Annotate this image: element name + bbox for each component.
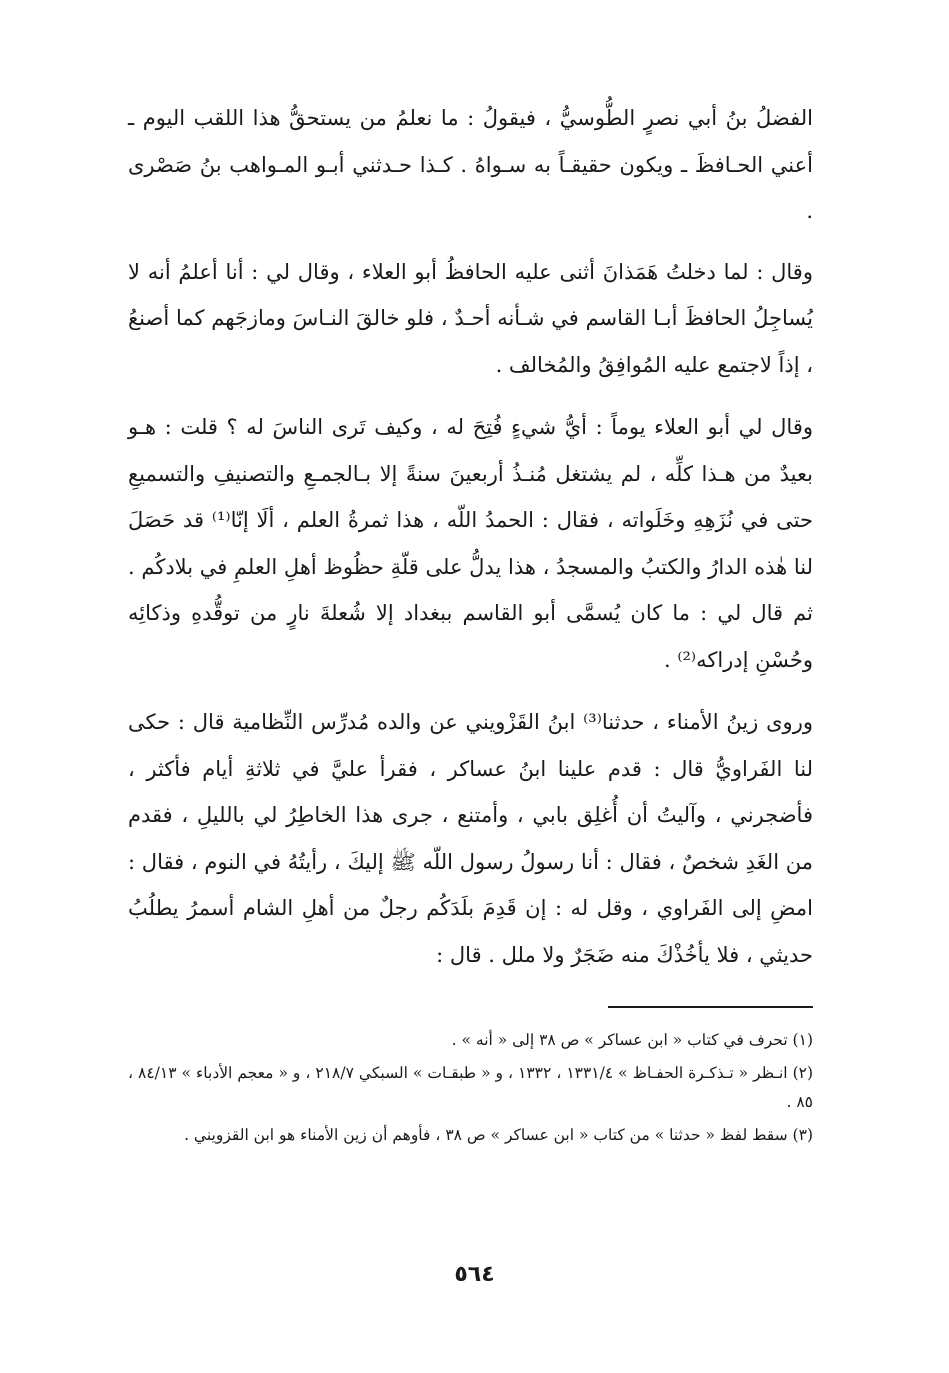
- footnote-1: (١) تحرف في كتاب « ابن عساكر » ص ٣٨ إلى « أنه » .: [451, 1031, 813, 1049]
- footnote-divider: [608, 1006, 813, 1008]
- page-number: ٥٦٤: [454, 1262, 495, 1287]
- main-text: [128, 95, 813, 978]
- footnote-3: (٣) سقط لفظ « حدثنا » من كتاب « ابن عساكر » ص ٣٨ ، فأوهم أن زين الأمناء هو ابن القزويني .: [184, 1126, 813, 1144]
- paragraph-1: الفضلُ بنُ أبي نصرٍ الطُّوسيُّ ، فيقولُ : ما نعلمُ من يستحقُّ هذا اللقب اليوم ـ أعني الحـافظَ ـ ويكون حقيقـاً به سـواهُ . كـذا حـدثني أبـو المـواهب بنُ صَصْرى .: [128, 106, 813, 223]
- paragraph-3: وقال لي أبو العلاء يوماً : أيُّ شيءٍ فُتِحَ له ، وكيف تَرى الناسَ له ؟ قلت : هـو بعيدٌ من هـذا كلِّه ، لم يشتغل مُنـذُ أربعينَ سنةً إلا بـالجمـعِ والتصنيفِ والتسميعِ حتى في نُزَهِهِ وخَلَواته ، فقال : الحمدُ اللّه ، هذا ثمرةُ العلم ، ألَا إنّا⁽¹⁾ قد حَصَلَ لنا هٰذه الدارُ والكتبُ والمسجدُ ، هذا يدلُّ على قلّةِ حظُوظ أهلِ العلمِ في بلادكُم . ثم قال لي : ما كان يُسمَّى أبو القاسم ببغداد إلا شُعلةَ نارٍ من توقُّدهِ وذكائِه وحُسْنِ إدراكه⁽²⁾ .: [128, 415, 813, 672]
- paragraph-2: وقال : لما دخلتُ هَمَذانَ أثنى عليه الحافظُ أبو العلاء ، وقال لي : أنا أعلمُ أنه لا يُساجِلُ الحافظَ أبـا القاسم في شـأنه أحـدٌ ، فلو خالقَ النـاسَ ومازجَهم كما أصنعُ ، إذاً لاجتمع عليه المُوافِقُ والمُخالف .: [128, 259, 813, 377]
- paragraph-4: وروى زينُ الأمناء ، حدثنا⁽³⁾ ابنُ القَزْويني عن والده مُدرِّس النِّظامية قال : حكى لنا الفَراويُّ قال : قدم علينا ابنُ عساكر ، فقرأ عليَّ في ثلاثةِ أيام فأكثر ، فأضجرني ، وآليتُ أن أُغلِق بابي ، وأمتنع ، جرى هذا الخاطِرُ لي بالليلِ ، فقدم من الغَدِ شخصٌ ، فقال : أنا رسولُ رسول اللّه ﷺ إليكَ ، رأيتُهُ في النوم ، فقال : امضِ إلى الفَراوي ، وقل له : إن قَدِمَ بلَدَكُم رجلٌ من أهلِ الشام أسمرُ يطلُبُ حديثي ، فلا يأخُذْكَ منه ضَجَرٌ ولا ملل . قال :: [128, 710, 813, 967]
- footnotes: [128, 1026, 813, 1150]
- footnote-2: (٢) انـظر « تـذكـرة الحفـاظ » ١٣٣١/٤ ، ١٣٣٢ ، و « طبقـات » السبكي ٢١٨/٧ ، و « معجم الأدباء » ٨٤/١٣ ، ٨٥ .: [128, 1064, 814, 1111]
